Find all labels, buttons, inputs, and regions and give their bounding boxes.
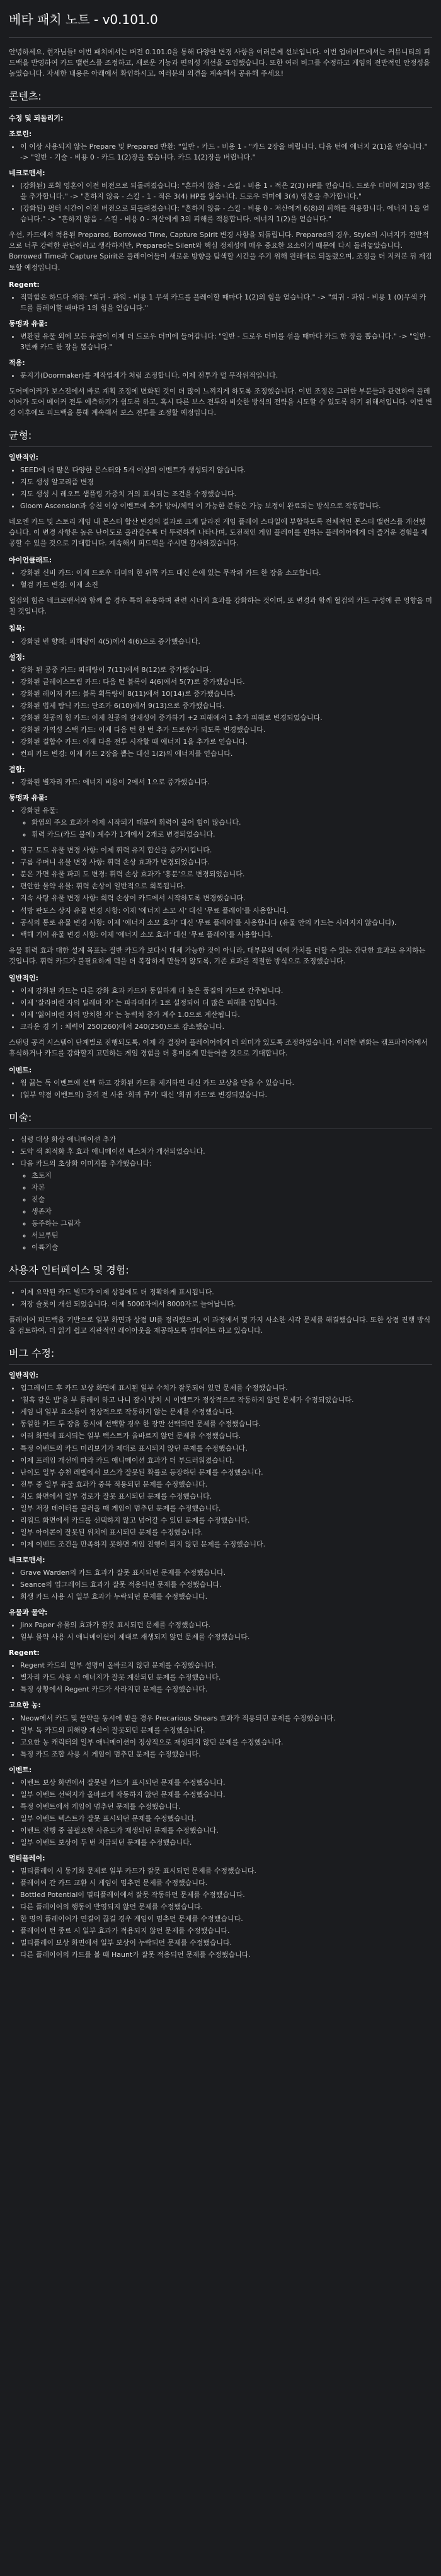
paragraph-relic: 유물 휘력 효과 대한 설계 목표는 절반 카드가 보다시 대체 가능한 것이 아니라, 대부분의 덱에 가치를 더할 수 있는 간단한 효과로 유지하는 것입니다. 휘력 카드가 불필요하게 덱을 더 복잡하게 만들지 않도록, 기존 효과를 적절한 방식으로 조정했습니다.	[9, 946, 426, 965]
list-item: • 멀티플레이 보상 화면에서 일부 보상이 누락되던 문제를 수정했습니다.	[20, 1937, 432, 1948]
group-heading-card: 일반적인:	[9, 973, 38, 982]
list-item	[20, 1158, 432, 1253]
list-item: • 일부 독 카드의 피해량 계산이 잘못되던 문제를 수정했습니다.	[20, 1725, 432, 1736]
list-balance-allies	[9, 805, 432, 840]
list-content-necro	[9, 180, 432, 224]
list-item: • 난이도 일부 승천 레벨에서 보스가 잘못된 확률로 등장하던 문제를 수정했습니다.	[20, 1467, 432, 1478]
list-item: • 강화된 법제 탐닉 카드: 단조가 6(10)에서 9(13)으로 증가했습니다.	[20, 700, 432, 711]
list-item: • (일부 약점 이벤트의) 공격 전 사용 '희귀 쿠키' 대신 '희귀 카드'로 변경되었습니다.	[20, 1089, 432, 1100]
page-title: 베타 패치 노트 - v0.101.0	[9, 12, 158, 27]
section-divider	[9, 1128, 432, 1129]
group-heading-defect: 설정:	[9, 653, 25, 661]
list-item	[20, 805, 432, 840]
paragraph-monster: 네오엔 카드 및 스토리 게임 내 몬스터 합산 변경의 결과로 크게 달라진 게임 플레이 스타일에 부합하도록 전체적인 몬스터 밸런스를 개선했습니다. 이 변경 사항은 높은 난이도로 올라갈수록 더 뚜렷하게 나타나며, 도전적인 게임 플레이를 원하는 플레이어에게 더 즐거운 경험을 제공할 수 있을 것으로 기대합니다. 계속해서 피드백을 주시면 감사하겠습니다.	[9, 518, 428, 548]
group-heading-event: 이벤트:	[9, 1765, 32, 1774]
title-divider	[9, 37, 432, 38]
list-item: • 동일한 카드 두 장을 동시에 선택할 경우 한 장만 선택되던 문제를 수정했습니다.	[20, 1419, 432, 1429]
group-heading-regent: Regent:	[9, 280, 40, 289]
list-item: • 강화된 신비 카드: 이제 드로우 더미의 한 위쪽 카드 대신 손에 있는 무작위 카드 한 장을 소모합니다.	[20, 567, 432, 578]
list-bugs-multi	[9, 1865, 432, 1960]
group-heading-silent: 침묵:	[9, 624, 25, 633]
list-item: ◦ 서브루틴	[32, 1230, 432, 1241]
list-item: ◦ 자본	[32, 1182, 432, 1193]
list-item: • 강화된 레이저 카드: 블록 획득량이 8(11)에서 10(14)로 증가했습니다.	[20, 688, 432, 699]
list-item: ◦ 이륙기술	[32, 1242, 432, 1253]
list-item: • 일부 아이콘이 잘못된 위치에 표시되던 문제를 수정했습니다.	[20, 1527, 432, 1538]
list-item-text: 강화된 유물:	[20, 806, 59, 815]
list-item: • 이제 프레임 개선에 따라 카드 애니메이션 효과가 더 부드러워졌습니다.	[20, 1455, 432, 1466]
list-item: • 플레이어 턴 종료 시 일부 효과가 적용되지 않던 문제를 수정했습니다.	[20, 1925, 432, 1936]
group-heading-silent: 고요한 농:	[9, 1701, 41, 1710]
list-item: • Neow에서 카드 및 물약을 동시에 받을 경우 Precarious Shears 효과가 적용되던 문제를 수정했습니다.	[20, 1713, 432, 1724]
list-content-pets	[9, 331, 432, 352]
list-bugs-relic	[9, 1620, 432, 1642]
list-balance-defect	[9, 664, 432, 759]
list-item: • 전투 중 일부 유물 효과가 중복 적용되던 문제를 수정했습니다.	[20, 1479, 432, 1490]
list-item: • 다른 플레이어의 행동이 반영되지 않던 문제를 수정했습니다.	[20, 1901, 432, 1912]
paragraph-tokens: 우선, 카드에서 적용된 Prepared, Borrowed Time, Capture Spirit 변경 사항을 되돌립니다. Prepared의 경우, Style의 시너지가 전반적으로 너무 강력한 판단이라고 생각하지만, Prepared는 Silent와 핵심 정체성에 매우 중요한 요소이기 때문에 다시 돌려놓았습니다. Borrowed Time과 Capture Spirit은 플레이어들이 새로운 방향을 탐색할 시간을 주기 위해 원래대로 되돌렸으며, 조정을 더 지켜본 뒤 재검토할 예정입니다.	[9, 231, 432, 272]
list-item: • 도약 색 최적화 후 효과 애니메이션 텍스처가 개선되었습니다.	[20, 1146, 432, 1157]
list-item: • Seance의 업그레이드 효과가 잘못 적용되던 문제를 수정했습니다.	[20, 1579, 432, 1590]
list-item: • Jinx Paper 유물의 효과가 잘못 표시되던 문제를 수정했습니다.	[20, 1620, 432, 1630]
list-item: • 문지기(Doormaker)를 제작업체가 처럼 조정합니다. 이제 전투가 덜 무작위적입니다.	[20, 370, 432, 381]
group-heading-allies: 동맹과 유물:	[9, 794, 48, 803]
list-item: • 백해 기어 유물 변경 사항: 이제 '에너지 소모 효과' 대신 '무료 플레이'를 사용합니다.	[20, 929, 432, 940]
list-item: • 웜 끓는 독 이벤트에 선택 하고 강화된 카드를 제거하면 대신 카드 보상을 받을 수 있습니다.	[20, 1077, 432, 1088]
list-art	[9, 1134, 432, 1253]
list-item: • 특정 상황에서 Regent 카드가 사라지던 문제를 수정했습니다.	[20, 1684, 432, 1695]
list-item: • 컨퍼 카드 변경: 이제 카드 2장을 뽑는 대신 1(2)의 에너지를 얻습니다.	[20, 748, 432, 759]
list-item: • 이제 이벤트 조건을 만족하지 못하면 게임 진행이 되지 않던 문제를 수정했습니다.	[20, 1539, 432, 1550]
list-balance-general	[9, 465, 432, 511]
intro-paragraph: 안녕하세요, 현자님들! 이번 패치에서는 버전 0.101.0을 통해 다양한 변경 사항을 여러분께 선보입니다. 이번 업데이트에서는 커뮤니티의 피드백을 반영하여 카드 밸런스를 조정하고, 새로운 기능과 편의성 개선을 도입했습니다. 또한 여러 버그를 수정하고 게임의 전반적인 안정성을 높였습니다. 자세한 내용은 아래에서 확인하시고, 여러분의 의견을 계속해서 공유해 주세요!	[9, 48, 431, 78]
list-item: • 심령 대상 화상 애니메이션 추가	[20, 1134, 432, 1145]
group-heading-regent: 결합:	[9, 765, 25, 774]
list-item: • 혈검 카드 변경: 이제 소진	[20, 579, 432, 590]
list-balance-allies-more	[9, 845, 432, 939]
list-item: • 공식의 통로 유물 변경 사항: 이제 '에너지 소모 효과' 대신 '무료 플레이'를 사용합니다 (유물 안의 카드는 사라지지 않습니다).	[20, 917, 432, 928]
group-heading-relic: 유물과 물약:	[9, 1608, 48, 1617]
list-ux	[9, 1287, 432, 1309]
list-item: • Gloom Ascension과 승천 이상 이벤트에 추가 방어/체력 이 가능한 분들은 가능 보정이 완료되는 방식으로 작동합니다.	[20, 501, 432, 511]
list-item: • 지속 사탕 유물 변경 사항: 회력 손상이 카드에서 시작하도록 변경했습니다.	[20, 893, 432, 903]
list-content-cards	[9, 141, 432, 163]
list-item: • 분은 가면 유물 파괴 도 변경: 휘력 손상 효과가 '흥분'으로 변경되었습니다.	[20, 869, 432, 879]
list-item: • 강화된 결합수 카드: 이제 다음 전투 시작할 때 에너지 1을 추가로 얻습니다.	[20, 736, 432, 747]
list-item: • 멀티플레이 시 동기화 문제로 일부 카드가 잘못 표시되던 문제를 수정했습니다.	[20, 1865, 432, 1876]
list-item: • 강화된 별자리 카드: 에너지 비용이 2에서 1으로 증가했습니다.	[20, 777, 432, 787]
sublist-art	[20, 1170, 432, 1253]
group-heading-ui: 적용:	[9, 358, 25, 367]
section-heading-art: 미술:	[9, 1111, 32, 1124]
list-item: • 이제 요약된 카드 빌드가 이제 상점에도 더 정확하게 표시됩니다.	[20, 1287, 432, 1297]
list-item: • 일부 이벤트 텍스트가 잘못 표시되던 문제를 수정했습니다.	[20, 1813, 432, 1824]
list-item: • 플레이어 간 카드 교환 시 게임이 멈추던 문제를 수정했습니다.	[20, 1877, 432, 1888]
list-item: • 적막함은 하드다 재작: "희귀 - 파워 - 비용 1 무색 카드를 플레이할 때마다 1(2)의 힘을 얻습니다." -> "희귀 - 파워 - 비용 1 (0)무색 카드를 플레이할 때마다 1의 힘을 얻습니다."	[20, 292, 432, 313]
list-item: • Grave Warden의 카드 효과가 잘못 표시되던 문제를 수정했습니다.	[20, 1567, 432, 1578]
group-heading-pets: 동맹과 유물:	[9, 319, 48, 328]
list-bugs-silent	[9, 1713, 432, 1760]
group-heading-ironclad: 아이언클래드:	[9, 556, 52, 565]
list-item: • 이 이상 사용되지 않는 Prepare 및 Prepared 반환: "일반 - 카드 - 비용 1 - "카드 2장을 버립니다. 다음 턴에 에너지 2(1)을 얻습니다." -> "일반 - 기술 - 비용 0 - 카드 1(2)장을 뽑습니다. 카드 1(2)장을 버립니다."	[20, 141, 432, 163]
list-item: • 크라운 경 기 : 체력이 250(260)에서 240(250)으로 감소했습니다.	[20, 1021, 432, 1032]
list-balance-silent	[9, 636, 432, 647]
list-item: • 고요한 농 캐릭터의 일부 애니메이션이 정상적으로 재생되지 않던 문제를 수정했습니다.	[20, 1737, 432, 1748]
group-heading-multi: 멀티플레이:	[9, 1854, 45, 1863]
list-item: • 강화된 가역성 스택 카드: 이제 다음 턴 한 번 추가 드로우가 되도록 변경했습니다.	[20, 724, 432, 735]
paragraph-ux: 플레이어 피드백을 기반으로 일부 화면과 상점 UI를 정리했으며, 이 과정에서 몇 가지 사소한 시각 문제를 해결했습니다. 또한 상점 진행 방식을 검토하여, 더 읽기 쉽고 직관적인 레이아웃을 제공하도록 업데이트 하고 있습니다.	[9, 1316, 431, 1335]
section-divider	[9, 1364, 432, 1365]
list-item: • 이제 '잘라버린 자의 딜레마 자' 는 파라미터가 1로 설정되어 더 많은 피해를 입힙니다.	[20, 997, 432, 1008]
paragraph-campfire: 스탠딩 공격 시스템이 단계별로 진행되도록, 이제 각 결정이 플레이어에게 더 의미가 있도록 조정하였습니다. 이러한 변화는 캠프파이어에서 휴식하거나 카드를 강화할지 고민하는 게임 경험을 더 흥미롭게 만들어줄 것으로 기대합니다.	[9, 1038, 428, 1058]
list-item: ◦ 동주하는 그림자	[32, 1218, 432, 1229]
subheading-changes: 수정 및 되돌리기:	[9, 113, 64, 122]
group-heading-cards: 조로린:	[9, 129, 32, 138]
list-bugs-regent	[9, 1660, 432, 1695]
section-heading-balance: 균형:	[9, 429, 32, 442]
group-heading-regent: Regent:	[9, 1649, 40, 1657]
list-item: • 일부 이벤트 선택지가 올바르게 작동하지 않던 문제를 수정했습니다.	[20, 1789, 432, 1800]
group-heading-necro: 네크로맨서:	[9, 169, 45, 178]
list-item: • 변환된 유물 외에 모든 유물이 이제 더 드로우 더미에 들어갑니다: "일반 - 드로우 더미를 섞을 때마다 카드 한 장을 뽑습니다." -> "일반 - 3번째 카드 한 장을 뽑습니다."	[20, 331, 432, 352]
list-item: • '칠흑 같은 밤'을 부 플레이 하고 나니 잠시 방치 시 이벤트가 정상적으로 작동하지 않던 문제가 수정되었습니다.	[20, 1395, 432, 1405]
list-item: • 업그레이드 후 카드 보상 화면에 표시된 일부 수치가 잘못되어 있던 문제를 수정했습니다.	[20, 1383, 432, 1393]
list-item: ◦ 화염의 주요 효과가 이제 시작되기 때문에 휘력이 불어 힘이 많습니다.	[32, 817, 432, 828]
list-item: • 특정 카드 조합 사용 시 게임이 멈추던 문제를 수정했습니다.	[20, 1749, 432, 1760]
group-heading-general: 일반적인:	[9, 453, 38, 461]
section-divider	[9, 446, 432, 447]
list-item: • Regent 카드의 일부 설명이 올바르지 않던 문제를 수정했습니다.	[20, 1660, 432, 1671]
list-item: • 이벤트 보상 화면에서 잘못된 카드가 표시되던 문제를 수정했습니다.	[20, 1777, 432, 1788]
list-item: • 강화된 빈 향해: 피해량이 4(5)에서 4(6)으로 증가했습니다.	[20, 636, 432, 647]
list-item: • 특정 이벤트에서 게임이 멈추던 문제를 수정했습니다.	[20, 1801, 432, 1812]
list-item: • 강화된 글레이스트림 카드: 다음 턴 블록이 4(6)에서 5(7)로 증가했습니다.	[20, 676, 432, 687]
list-item: • 석방 판도스 상자 유물 변경 사항: 이제 '에너지 소모 시' 대신 '무료 플레이'를 사용합니다.	[20, 905, 432, 916]
list-bugs-event	[9, 1777, 432, 1848]
list-item: ◦ 생존자	[32, 1206, 432, 1217]
list-item: • Bottled Potential이 멀티플레이에서 잘못 작동하던 문제를 수정했습니다.	[20, 1889, 432, 1900]
list-content-ui	[9, 370, 432, 381]
list-item: • 이벤트 진행 중 불필요한 사운드가 재생되던 문제를 수정했습니다.	[20, 1825, 432, 1836]
list-item: • (강화된) 포획 영혼이 이전 버전으로 되돌려졌습니다: "흔하지 않음 - 스킬 - 비용 1 - 적은 2(3) HP를 얻습니다. 드로우 더미에 2(3) 영혼을 추가합니다." -> "흔하지 않음 - 스킬 - 1 - 적은 3(4) HP를 잃습니다. 드로우 더미에 3(4) 영혼을 추가합니다."	[20, 180, 432, 202]
list-item: • 이제 강화된 카드는 다른 강화 효과 카드와 동일하게 더 높은 품질의 카드로 간주됩니다.	[20, 985, 432, 996]
list-item: • 저장 슬롯이 개선 되었습니다. 이제 5000자에서 8000자로 늘어납니다.	[20, 1299, 432, 1309]
list-item-text: 다음 카드의 초상화 이미지를 추가했습니다:	[20, 1159, 152, 1168]
section-heading-bugs: 버그 수정:	[9, 1347, 55, 1360]
list-item: ◦ 초토지	[32, 1170, 432, 1181]
list-item: • 리워드 화면에서 카드를 선택하지 않고 넘어갈 수 있던 문제를 수정했습니다.	[20, 1515, 432, 1526]
group-heading-general: 일반적인:	[9, 1371, 38, 1380]
list-item: • 지도 생성 알고리즘 변경	[20, 477, 432, 487]
list-bugs-general	[9, 1383, 432, 1550]
paragraph-doormaker: 도어메이커가 보스전에서 바로 계획 조정에 변화된 것이 더 많이 느껴지게 하도록 조정했습니다. 이번 조정은 그러한 부분들과 관련하여 플레이어가 도어 메이커 전투 예측하기가 쉽도록 하고, 혹시 다른 보스 전투와 비슷한 방식의 전략을 시도할 수 있도록 하기 위해서입니다. 이번 변경 이후에도 피드백을 통해 계속해서 보스 전투를 조정할 예정입니다.	[9, 386, 432, 417]
list-item: • SEED에 더 많은 다양한 몬스터와 5개 이상의 이벤트가 생성되지 않습니다.	[20, 465, 432, 475]
section-divider	[9, 107, 432, 108]
list-item: • 일부 물약 사용 시 애니메이션이 제대로 재생되지 않던 문제를 수정했습니다.	[20, 1632, 432, 1642]
list-balance-regent	[9, 777, 432, 787]
list-item: • 한 명의 플레이어가 연결이 끊길 경우 게임이 멈추던 문제를 수정했습니다.	[20, 1913, 432, 1924]
list-item: • 지도 화면에서 일부 경로가 잘못 표시되던 문제를 수정했습니다.	[20, 1491, 432, 1502]
list-item: • 희생 카드 사용 시 일부 효과가 누락되던 문제를 수정했습니다.	[20, 1591, 432, 1602]
list-item: • 특정 이벤트의 카드 미리보기가 제대로 표시되지 않던 문제를 수정했습니다.	[20, 1443, 432, 1454]
sublist-allies	[20, 817, 432, 840]
list-balance-ironclad	[9, 567, 432, 590]
list-content-regent	[9, 292, 432, 313]
list-balance-event	[9, 1077, 432, 1100]
list-balance-card	[9, 985, 432, 1032]
list-item: • 구름 주머니 유물 변경 사항: 휘력 손상 효과가 변경되었습니다.	[20, 857, 432, 867]
section-heading-content: 콘텐츠:	[9, 90, 42, 103]
list-bugs-necro	[9, 1567, 432, 1602]
section-divider	[9, 1281, 432, 1282]
paragraph-necro: 혈검의 힘은 네크로맨서와 함께 쓸 경우 특히 유용하며 관련 시너지 효과를 강화하는 것이며, 또 변경과 함께 혈검의 카드 구성에 큰 영향을 미칠 것입니다.	[9, 596, 432, 616]
list-item: • 지도 생성 시 레오트 샘플링 가중치 거의 표시되는 조건을 수정했습니다.	[20, 489, 432, 499]
list-item: • 여러 화면에 표시되는 일부 텍스트가 올바르지 않던 문제를 수정했습니다.	[20, 1430, 432, 1441]
list-item: • 일부 이벤트 보상이 두 번 지급되던 문제를 수정했습니다.	[20, 1837, 432, 1848]
list-item: • 별자리 카드 사용 시 에너지가 잘못 계산되던 문제를 수정했습니다.	[20, 1672, 432, 1683]
group-heading-necro: 네크로맨서:	[9, 1555, 45, 1564]
list-item: • 일부 저장 데이터를 불러올 때 게임이 멈추던 문제를 수정했습니다.	[20, 1503, 432, 1514]
list-item: • (강화된) 필터 시간이 이전 버전으로 되돌려졌습니다: "흔하지 않음 - 스킬 - 비용 0 - 저산에게 6(8)의 피해를 적용합니다. 에너지 1을 얻습니다." -> "흔하지 않음 - 스킬 - 비용 0 - 저산에게 3의 피해를 적용합니다. 에너지 1(2)을 얻습니다."	[20, 203, 432, 224]
list-item: • 다른 플레이어의 카드를 볼 때 Haunt가 잘못 적용되던 문제를 수정했습니다.	[20, 1949, 432, 1960]
list-item: ◦ 진술	[32, 1194, 432, 1205]
section-heading-ux: 사용자 인터페이스 및 경험:	[9, 1264, 129, 1277]
list-item: • 편안한 물약 유물: 휘력 손상이 일반적으로 회복됩니다.	[20, 881, 432, 891]
list-item: • 게임 내 일부 요소들이 정상적으로 작동하지 않는 문제를 수정했습니다.	[20, 1407, 432, 1417]
list-item: • 영구 토드 유물 변경 사항: 이제 휘력 유지 합산을 증가시킵니다.	[20, 845, 432, 856]
list-item: ◦ 휘력 카드(카드 불에) 계수가 1개에서 2개로 변경되었습니다.	[32, 829, 432, 840]
list-item: • 강화 된 공중 카드: 피해량이 7(11)에서 8(12)로 증가했습니다.	[20, 664, 432, 675]
list-item: • 강화된 천공의 힘 카드: 이제 천공의 잠재성이 증가하기 +2 피해에서 1 추가 피해로 변경되었습니다.	[20, 712, 432, 723]
group-heading-event: 이벤트:	[9, 1066, 32, 1075]
list-item: • 이제 '잃어버린 자의 망치한 자' 는 능력치 증가 계수 1.0으로 계산됩니다.	[20, 1009, 432, 1020]
